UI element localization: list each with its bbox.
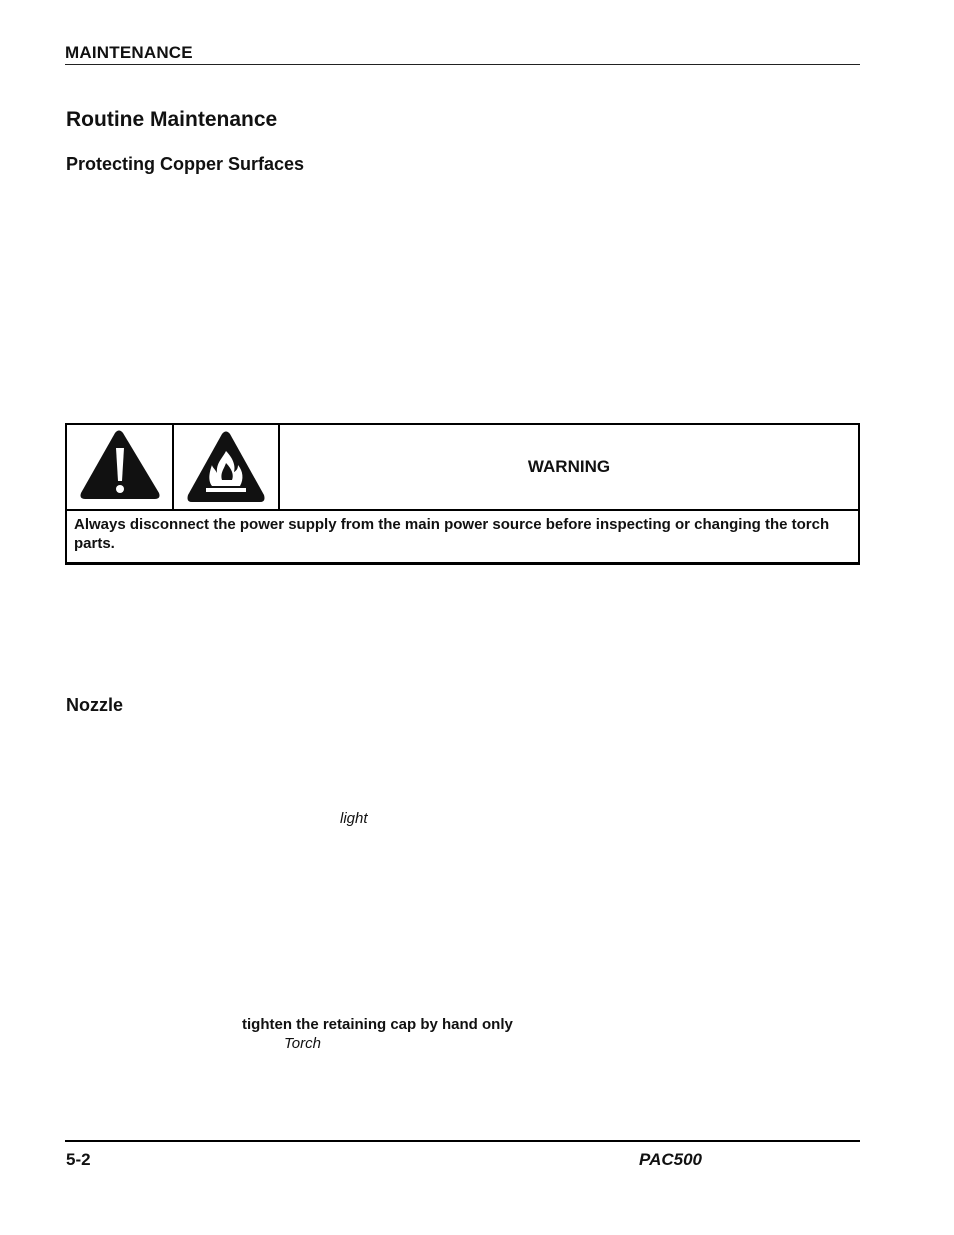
text-fragment-torch: Torch xyxy=(284,1035,321,1052)
section-title: Routine Maintenance xyxy=(66,108,278,131)
subsection-title-copper: Protecting Copper Surfaces xyxy=(66,154,305,174)
header-divider xyxy=(65,64,860,65)
text-fragment-light: light xyxy=(340,810,368,827)
footer-divider xyxy=(65,1140,860,1142)
text-fragment-tighten: tighten the retaining cap by hand only xyxy=(242,1016,513,1033)
subsection-title-nozzle: Nozzle xyxy=(66,695,124,715)
section-header: MAINTENANCE xyxy=(65,43,193,62)
warning-icon-cell-1 xyxy=(67,425,174,509)
warning-box xyxy=(65,423,860,565)
warning-icon-cell-2 xyxy=(174,425,280,509)
warning-title: WARNING xyxy=(527,457,611,476)
warning-divider xyxy=(67,509,858,511)
flame-triangle-icon xyxy=(174,425,278,509)
exclamation-triangle-icon xyxy=(67,425,172,509)
model-name: PAC500 xyxy=(639,1150,702,1169)
warning-text: Always disconnect the power supply from the main power source before inspecting or changing the torch parts. xyxy=(74,516,830,552)
page-number: 5-2 xyxy=(66,1150,91,1169)
